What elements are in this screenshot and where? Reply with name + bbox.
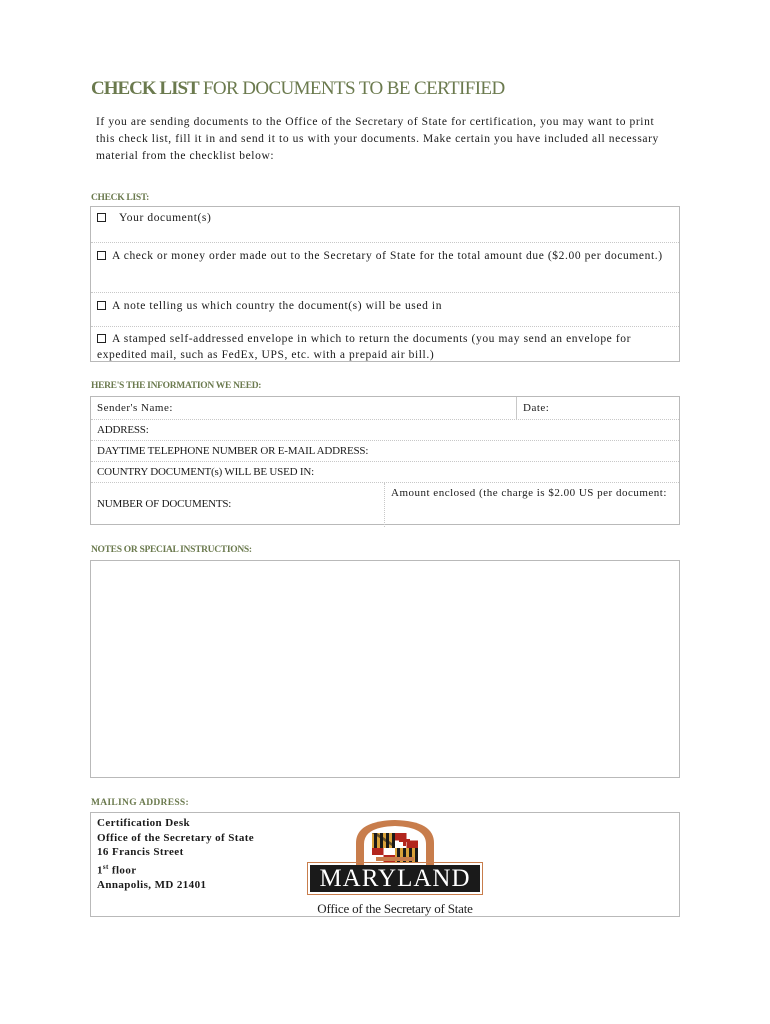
address-field-label: ADDRESS: (97, 424, 149, 436)
checklist-item-label: A check or money order made out to the Secretary of State for the total amount due ($2.00 per document.) (112, 250, 663, 262)
checklist-box (90, 206, 680, 362)
checklist-item-label: Your document(s) (119, 212, 212, 224)
logo-wordmark-frame (307, 862, 483, 895)
page-title-bold: CHECK LIST (91, 78, 199, 99)
date-field-label: Date: (523, 402, 550, 414)
info-label: HERE'S THE INFORMATION WE NEED: (91, 381, 262, 391)
maryland-sos-logo (304, 817, 486, 917)
mailing-address-label: MAILING ADDRESS: (91, 798, 189, 808)
number-of-documents-field-label: NUMBER OF DOCUMENTS: (97, 498, 232, 510)
checkbox[interactable] (97, 213, 106, 222)
mailing-address (97, 816, 254, 892)
address-line: Office of the Secretary of State (97, 831, 255, 844)
info-row-address[interactable] (91, 419, 679, 440)
logo-wordmark: MARYLAND (310, 865, 480, 892)
address-line: 16 Francis Street (97, 846, 184, 858)
address-line-floor (97, 860, 254, 878)
checklist-item (91, 326, 679, 363)
address-line: Annapolis, MD 21401 (97, 878, 207, 891)
checkbox[interactable] (97, 251, 106, 260)
checkbox[interactable] (97, 301, 106, 310)
floor-number: 1 (97, 864, 103, 877)
checklist-item-label: A stamped self-addressed envelope in which to return the documents (you may send an envelope for expedited mail, such as FedEx, UPS, etc. with a prepaid air bill.) (97, 333, 632, 361)
info-row-number-amount[interactable] (91, 482, 679, 526)
maryland-flag-emblem-icon (304, 817, 486, 867)
info-row-sender[interactable] (91, 397, 679, 419)
info-row-phone[interactable] (91, 440, 679, 461)
checklist-item (91, 207, 679, 242)
notes-input-area[interactable] (90, 560, 680, 778)
page-title-rest: FOR DOCUMENTS TO BE CERTIFIED (198, 78, 505, 99)
info-table (90, 396, 680, 525)
logo-caption: Office of the Secretary of State (317, 901, 473, 916)
checklist-item-label: A note telling us which country the document(s) will be used in (112, 300, 443, 312)
checklist-item (91, 242, 679, 292)
intro-paragraph: If you are sending documents to the Office of the Secretary of State for certification, you may want to print this check list, fill it in and send it to us with your documents. Make certain you have included all necessary material from the checklist below: (96, 116, 659, 162)
info-row-country[interactable] (91, 461, 679, 482)
column-divider (516, 397, 517, 419)
column-divider (384, 483, 385, 527)
country-field-label: COUNTRY DOCUMENT(s) WILL BE USED IN: (97, 466, 314, 478)
page-title (91, 78, 505, 100)
checkbox[interactable] (97, 334, 106, 343)
address-line: Certification Desk (97, 817, 191, 829)
amount-enclosed-field-label: Amount enclosed (the charge is $2.00 US per document: (391, 487, 667, 499)
sender-name-field-label: Sender's Name: (97, 402, 173, 414)
checklist-label: CHECK LIST: (91, 193, 150, 203)
checklist-item (91, 292, 679, 326)
notes-label: NOTES OR SPECIAL INSTRUCTIONS: (91, 545, 252, 555)
phone-email-field-label: DAYTIME TELEPHONE NUMBER OR E-MAIL ADDRESS: (97, 445, 369, 457)
floor-ordinal: st (102, 862, 109, 871)
floor-word: floor (108, 864, 137, 877)
mailing-address-box (90, 812, 680, 917)
